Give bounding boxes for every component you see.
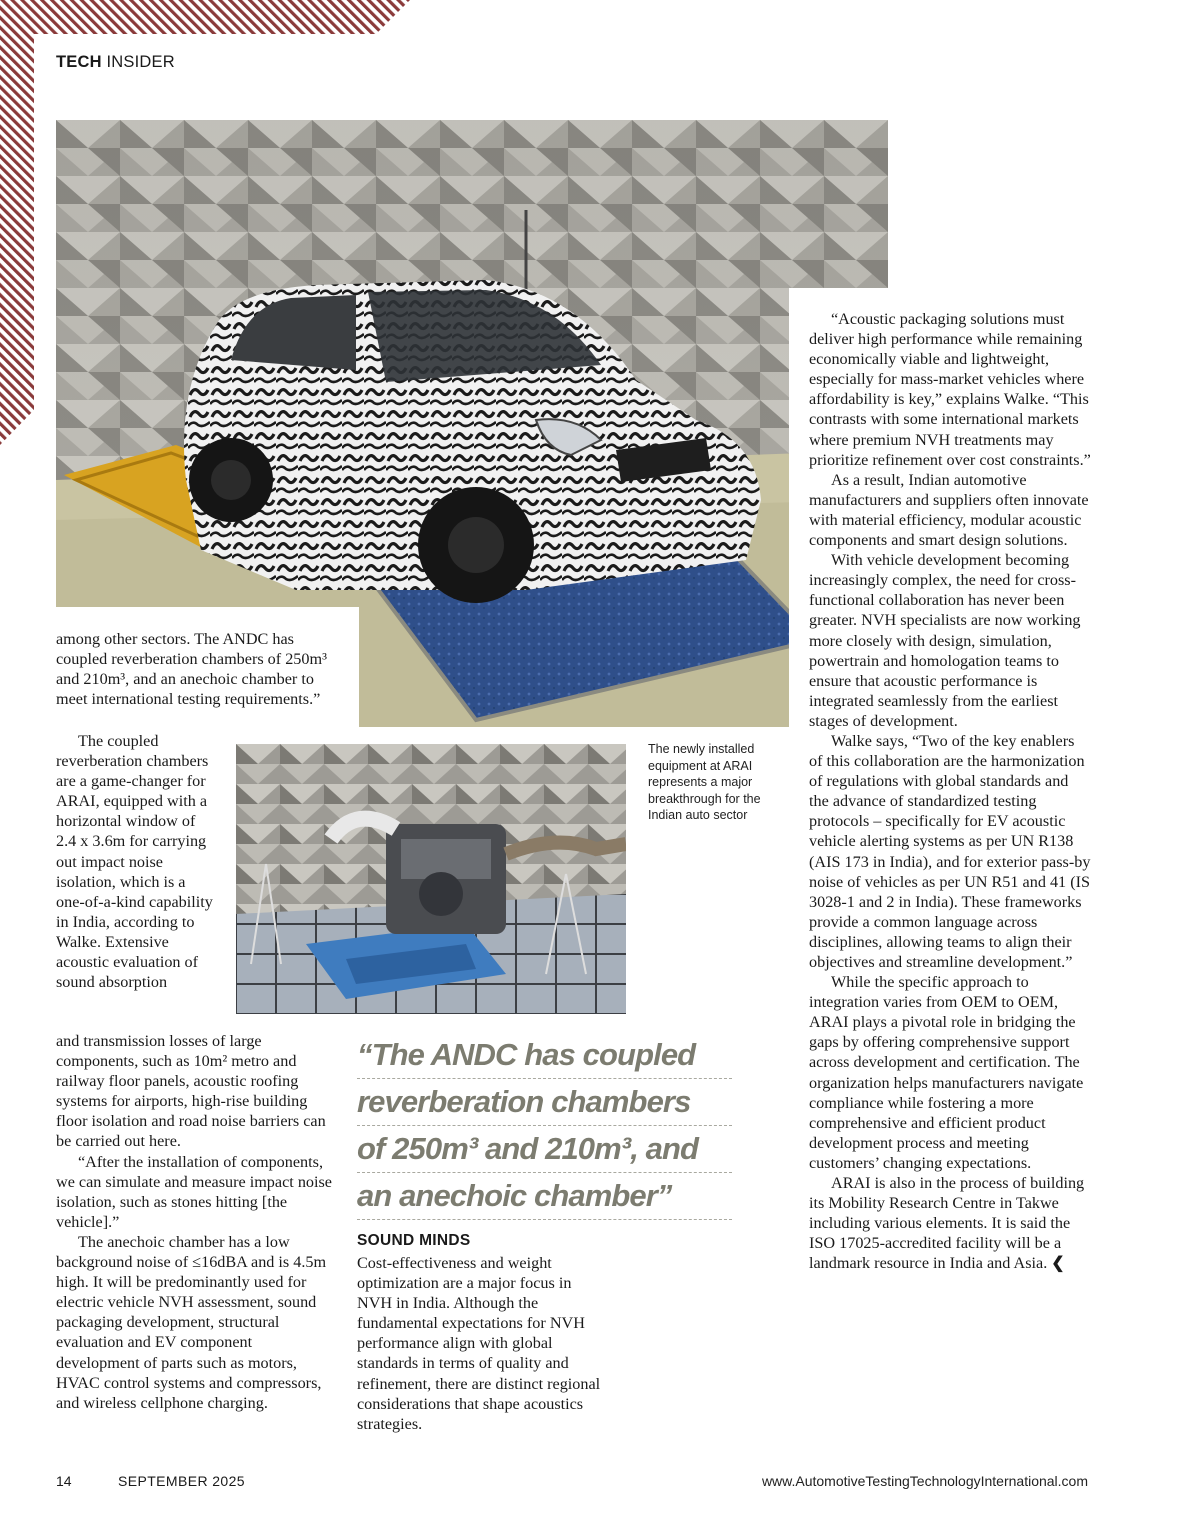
paragraph: While the specific approach to integration varies from OEM to OEM, ARAI plays a pivotal role in bridging the gaps by offering comprehensive support across development and certification. The organization helps manufacturers navigate compliance while fostering a more comprehensive and efficient product development process and meeting customers’ changing expectations.: [809, 973, 1084, 1172]
paragraph: among other sectors. The ANDC has coupled reverberation chambers of 250m³ and 210m³, and an anechoic chamber to meet international testing requirements.”: [56, 630, 327, 709]
paragraph: Walke says, “Two of the key enablers of this collaboration are the harmonization of regulations with global standards and the advance of standardized testing protocols – specifically for EV acoustic vehicle alerting systems as per UN R138 (AIS 173 in India), and for exterior pass-by noise of vehicles as per UN R51 and 41 (IS 3028-1 and 2 in India). These frameworks provide a common language across disciplines, allowing teams to align their objectives and streamline development.”: [809, 731, 1091, 971]
pull-quote-line: an anechoic chamber”: [357, 1173, 732, 1220]
left-column-top: [56, 629, 336, 709]
middle-column: [357, 1253, 607, 1434]
left-column-bottom: [56, 1031, 338, 1413]
paragraph-text: ARAI is also in the process of building its Mobility Research Centre in Takwe including various elements. It is said the ISO 17025-accredited facility will be a landmark resource in India and Asia.: [809, 1174, 1085, 1273]
pull-quote-line: of 250m³ and 210m³, and: [357, 1126, 732, 1173]
section-subhead: SOUND MINDS: [357, 1232, 471, 1249]
end-mark-icon: ❮: [1051, 1254, 1065, 1273]
paragraph: “Acoustic packaging solutions must deliver high performance while remaining economically viable and lightweight, especially for mass-market vehicles where affordability is key,” explains Walke. “This contrasts with some international markets where premium NVH treatments may prioritize refinement over cost constraints.”: [809, 310, 1091, 469]
paragraph: The coupled reverberation chambers are a game-changer for ARAI, equipped with a horizontal window of 2.4 x 3.6m for carrying out impact noise isolation, which is a one-of-a-kind capability in India, according to Walke. Extensive acoustic evaluation of sound absorption: [56, 732, 213, 992]
page-number: 14: [56, 1473, 72, 1489]
paragraph: [809, 1173, 1091, 1273]
pull-quote: [357, 1032, 737, 1220]
paragraph: With vehicle development becoming increasingly complex, the need for cross-functional collaboration has never been greater. NVH specialists are now working more closely with design, simulation, powertrain and homologation teams to ensure that acoustic performance is integrated seamlessly from the earliest stages of development.: [809, 551, 1081, 730]
paragraph: The anechoic chamber has a low background noise of ≤16dBA and is 4.5m high. It will be predominantly used for electric vehicle NVH assessment, sound packaging development, structural evaluation and EV component development of parts such as motors, HVAC control systems and compressors, and wireless cellphone charging.: [56, 1232, 327, 1412]
engine-test-stand-photo: [236, 744, 626, 1014]
right-column: [809, 309, 1091, 1274]
left-column-narrow: [56, 731, 216, 992]
issue-date: SEPTEMBER 2025: [118, 1473, 245, 1489]
section-label: INSIDER: [106, 53, 175, 71]
photo-caption: The newly installed equipment at ARAI represents a major breakthrough for the Indian auto sector: [648, 742, 761, 822]
section-label-bold: TECH: [56, 53, 102, 71]
paragraph: “After the installation of components, we can simulate and measure impact noise isolation, such as stones hitting [the vehicle].”: [56, 1152, 332, 1231]
pull-quote-line: “The ANDC has coupled: [357, 1032, 732, 1079]
paragraph: and transmission losses of large components, such as 10m² metro and railway floor panels, acoustic roofing systems for airports, high-rise building floor isolation and road noise barriers can be carried out here.: [56, 1032, 326, 1151]
paragraph: Cost-effectiveness and weight optimization are a major focus in NVH in India. Although the fundamental expectations for NVH performance align with global standards in terms of quality and refinement, there are distinct regional considerations that shape acoustics strategies.: [357, 1254, 601, 1433]
paragraph: As a result, Indian automotive manufacturers and suppliers often innovate with material efficiency, modular acoustic components and smart design solutions.: [809, 470, 1089, 550]
website-url[interactable]: www.AutomotiveTestingTechnologyInternational.com: [761, 1473, 1088, 1489]
section-header: [56, 53, 175, 72]
pull-quote-line: reverberation chambers: [357, 1079, 732, 1126]
